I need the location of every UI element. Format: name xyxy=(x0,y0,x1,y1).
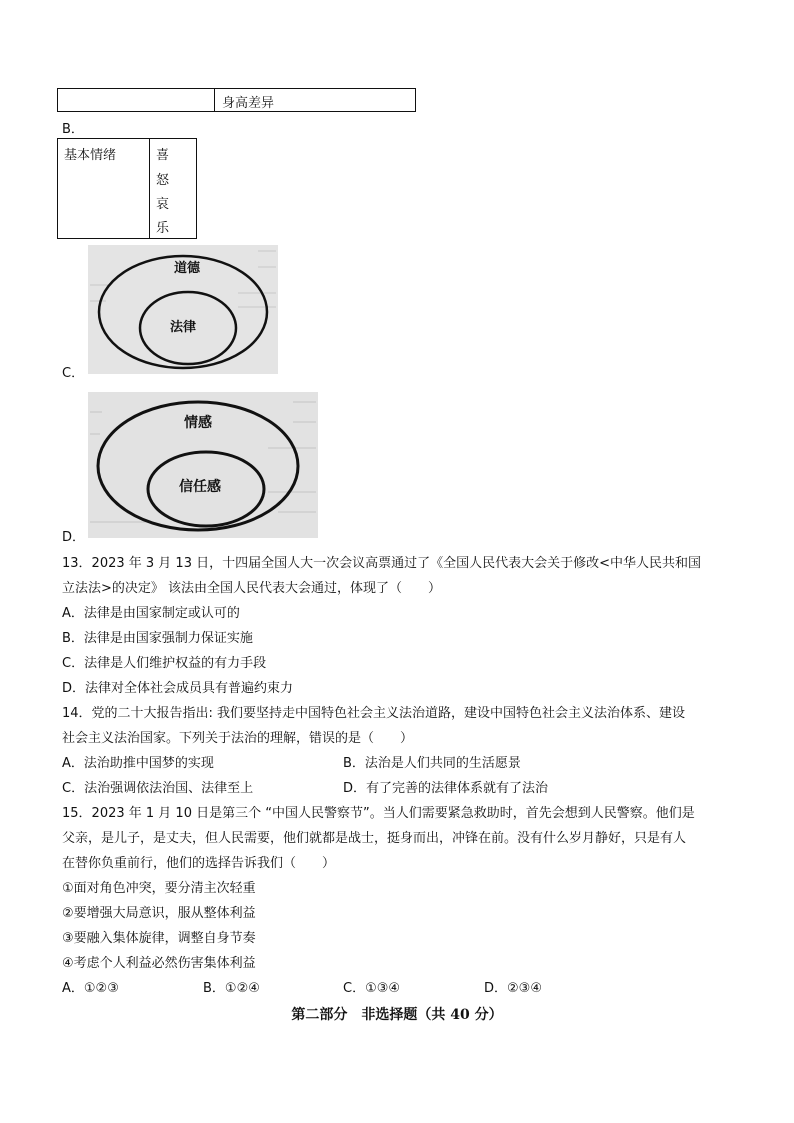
q13-stem-line1: 13．2023 年 3 月 13 日，十四届全国人大一次会议高票通过了《全国人民代表大会关于修改<中华人民共和国 xyxy=(62,556,701,571)
q15-stem-line2: 父亲，是儿子，是丈夫，但人民需要，他们就都是战士，挺身而出，冲锋在前。没有什么岁月静好，只是有人 xyxy=(62,831,687,846)
q15-option-b: B．①②④ xyxy=(203,981,260,996)
q15-statement-3: ③要融入集体旋律，调整自身节奏 xyxy=(62,931,256,946)
q14-stem-line1: 14．党的二十大报告指出: 我们要坚持走中国特色社会主义法治道路，建设中国特色社会主义法治体系、建设 xyxy=(62,706,686,721)
q13-stem-line2: 立法法>的决定》 该法由全国人民代表大会通过，体现了（ ） xyxy=(62,581,442,596)
q15-option-a: A．①②③ xyxy=(62,981,119,996)
table-divider xyxy=(149,139,150,238)
option-c-label: C． xyxy=(62,366,85,381)
q15-option-c: C．①③④ xyxy=(343,981,401,996)
q13-option-b: B．法律是由国家强制力保证实施 xyxy=(62,631,253,646)
table-cell-height-difference: 身高差异 xyxy=(222,96,275,111)
q15-stem-line1: 15．2023 年 1 月 10 日是第三个 “中国人民警察节”。当人们需要紧急救助时，首先会想到人民警察。他们是 xyxy=(62,806,695,821)
label-emotion: 情感 xyxy=(184,415,212,431)
q14-option-d: D．有了完善的法律体系就有了法治 xyxy=(343,781,549,796)
q15-option-d: D．②③④ xyxy=(484,981,542,996)
emotion-happiness: 乐 xyxy=(156,221,170,236)
q15-statement-1: ①面对角色冲突，要分清主次轻重 xyxy=(62,881,256,896)
diagram-morality-law xyxy=(88,245,278,374)
label-law: 法律 xyxy=(170,320,197,335)
table-header-basic-emotions: 基本情绪 xyxy=(64,148,117,163)
q14-stem-line2: 社会主义法治国家。下列关于法治的理解，错误的是（ ） xyxy=(62,731,414,746)
label-trust: 信任感 xyxy=(179,479,221,495)
emotion-sorrow: 哀 xyxy=(156,197,170,212)
table-empty-cell xyxy=(58,89,215,111)
q13-option-d: D．法律对全体社会成员具有普遍约束力 xyxy=(62,681,294,696)
section-title: 第二部分 非选择题（共 40 分） xyxy=(291,1007,503,1023)
q15-stem-line3: 在替你负重前行，他们的选择告诉我们（ ） xyxy=(62,856,336,871)
q13-option-a: A．法律是由国家制定或认可的 xyxy=(62,606,240,621)
table-height-difference xyxy=(57,88,416,112)
q15-statement-4: ④考虑个人利益必然伤害集体利益 xyxy=(62,956,256,971)
diagram-emotion-trust xyxy=(88,392,318,538)
label-morality: 道德 xyxy=(174,261,201,276)
q14-option-c: C．法治强调依法治国、法律至上 xyxy=(62,781,254,796)
q13-option-c: C．法律是人们维护权益的有力手段 xyxy=(62,656,267,671)
emotion-anger: 怒 xyxy=(156,173,170,188)
q15-statement-2: ②要增强大局意识，服从整体利益 xyxy=(62,906,256,921)
table-basic-emotions xyxy=(57,138,197,239)
emotion-joy: 喜 xyxy=(156,148,170,163)
q14-option-b: B．法治是人们共同的生活愿景 xyxy=(343,756,521,771)
option-d-label: D． xyxy=(62,530,86,545)
q14-option-a: A．法治助推中国梦的实现 xyxy=(62,756,214,771)
option-b-label: B． xyxy=(62,122,84,137)
